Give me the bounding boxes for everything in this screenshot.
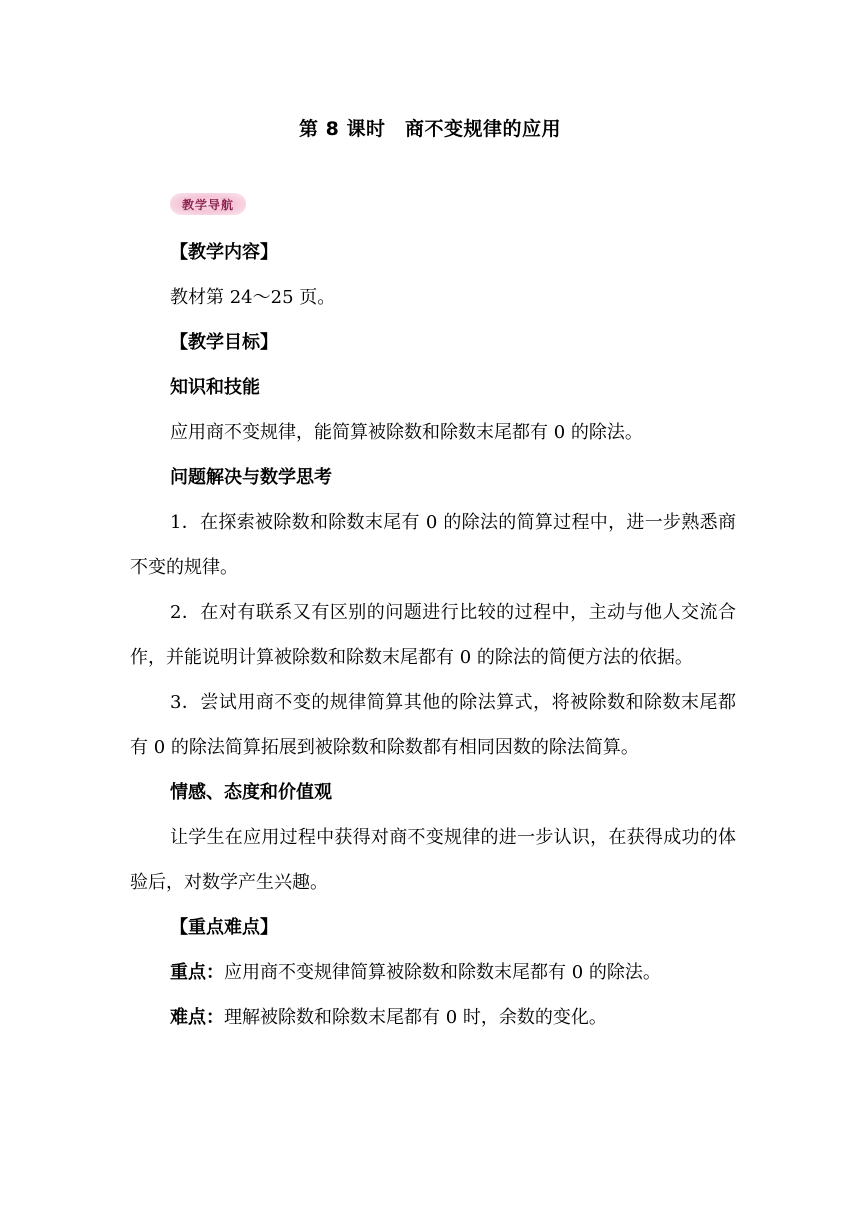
difficulty-line: [130, 995, 736, 1040]
key-point-text: 应用商不变规律简算被除数和除数末尾都有 0 的除法。: [224, 962, 661, 983]
problem-solving-item-2: 2．在对有联系又有区别的问题进行比较的过程中，主动与他人交流合作，并能说明计算被除数和除数末尾都有 0 的除法的简便方法的依据。: [130, 602, 736, 668]
section-heading-goals: 【教学目标】: [170, 332, 278, 353]
content-text: 教材第 24～25 页。: [170, 287, 336, 308]
subheading-knowledge: 知识和技能: [170, 377, 260, 398]
subheading-attitude: 情感、态度和价值观: [170, 782, 332, 803]
teaching-guide-badge: 教学导航: [170, 193, 246, 215]
page-title: 第 8 课时 商不变规律的应用: [299, 118, 561, 140]
key-point-line: [130, 950, 736, 995]
document-body: [130, 230, 736, 1040]
difficulty-text: 理解被除数和除数末尾都有 0 时，余数的变化。: [224, 1007, 607, 1028]
key-point-label: 重点：: [170, 962, 224, 983]
attitude-text: 让学生在应用过程中获得对商不变规律的进一步认识，在获得成功的体验后，对数学产生兴趣。: [130, 827, 736, 893]
subheading-problem-solving: 问题解决与数学思考: [170, 467, 332, 488]
section-heading-key-points: 【重点难点】: [170, 917, 278, 938]
section-heading-content: 【教学内容】: [170, 242, 278, 263]
difficulty-label: 难点：: [170, 1007, 224, 1028]
problem-solving-item-1: 1．在探索被除数和除数末尾有 0 的除法的简算过程中，进一步熟悉商不变的规律。: [130, 512, 736, 578]
problem-solving-item-3: 3．尝试用商不变的规律简算其他的除法算式，将被除数和除数末尾都有 0 的除法简算拓展到被除数和除数都有相同因数的除法简算。: [130, 692, 736, 758]
knowledge-text: 应用商不变规律，能简算被除数和除数末尾都有 0 的除法。: [170, 422, 643, 443]
